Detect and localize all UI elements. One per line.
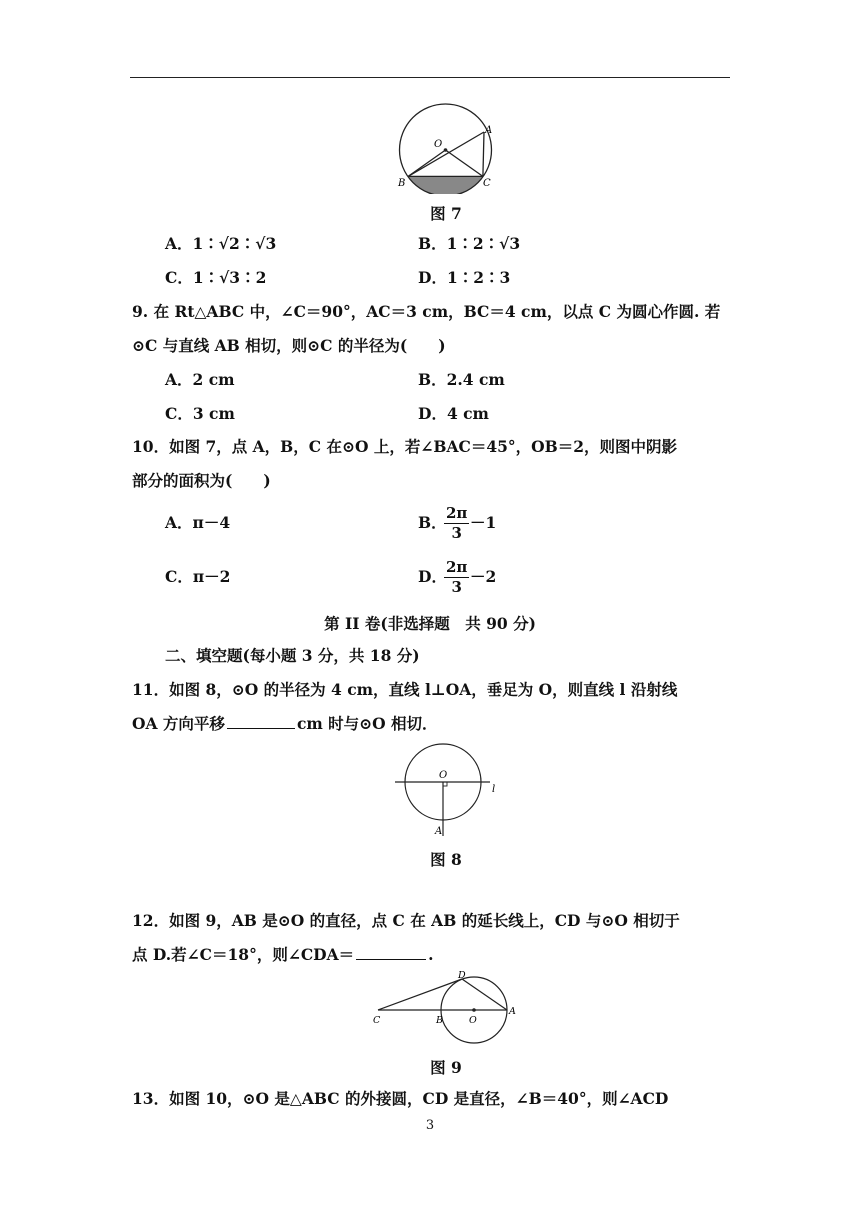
q11-text-line1: 11．如图 8，⊙O 的半径为 4 cm，直线 l⊥OA，垂足为 O，则直线 l 沿射线 xyxy=(132,680,678,699)
q13-text-line1: 13．如图 10，⊙O 是△ABC 的外接圆，CD 是直径，∠B＝40°，则∠ACD xyxy=(132,1089,669,1108)
q9-option-a: A．2 cm xyxy=(165,370,235,389)
figure-8 xyxy=(395,740,505,840)
figure-9-caption: 图 9 xyxy=(430,1058,462,1077)
q10-option-b-prefix: B． xyxy=(418,513,447,532)
figure-7 xyxy=(396,102,496,194)
q9-option-c: C．3 cm xyxy=(165,404,235,423)
figure-7-caption: 图 7 xyxy=(430,204,462,223)
q12-text-line2-a: 点 D.若∠C＝18°，则∠CDA＝ xyxy=(132,945,355,964)
q10-option-d-prefix: D． xyxy=(418,567,447,586)
fig7-label-o: O xyxy=(434,139,443,150)
q11-text-line2-b: cm 时与⊙O 相切． xyxy=(296,714,438,733)
q10-option-d-denominator: 3 xyxy=(451,578,462,596)
fig8-label-o: O xyxy=(439,770,448,781)
q12-text-line2 xyxy=(132,945,434,965)
section-2-title: 第 II 卷(非选择题 共 90 分) xyxy=(324,614,536,633)
q12-text-line2-b: . xyxy=(428,945,434,964)
q10-option-b-numerator: 2π xyxy=(446,504,468,522)
q10-option-d-numerator: 2π xyxy=(446,558,468,576)
figure-9 xyxy=(370,970,520,1050)
q10-option-a: A．π－4 xyxy=(165,513,231,532)
q10-text-line1: 10．如图 7，点 A，B，C 在⊙O 上，若∠BAC＝45°，OB＝2，则图中阴影 xyxy=(132,437,678,456)
q10-option-b-denominator: 3 xyxy=(451,524,462,542)
fig8-label-a: A xyxy=(435,826,443,837)
fig9-label-b: B xyxy=(436,1015,443,1026)
q9-text-line1: 9. 在 Rt△ABC 中，∠C＝90°，AC＝3 cm，BC＝4 cm，以点 C 为圆心作圆. 若 xyxy=(132,302,721,321)
q9-text-line2: ⊙C 与直线 AB 相切，则⊙C 的半径为( ) xyxy=(132,336,446,355)
q8-option-a: A．1∶√2∶√3 xyxy=(165,234,277,253)
q8-option-c: C．1∶√3∶2 xyxy=(165,268,267,287)
fig8-label-l: l xyxy=(492,784,496,795)
fig9-label-c: C xyxy=(373,1015,381,1026)
q10-option-b-fraction xyxy=(444,504,469,543)
q12-text-line1: 12．如图 9，AB 是⊙O 的直径，点 C 在 AB 的延长线上，CD 与⊙O 相切于 xyxy=(132,911,680,930)
q9-option-d: D．4 cm xyxy=(418,404,489,423)
q10-option-d-fraction xyxy=(444,558,469,597)
section-2-heading: 二、填空题(每小题 3 分，共 18 分) xyxy=(165,646,420,665)
q11-answer-blank[interactable] xyxy=(227,714,295,729)
q8-option-b: B．1∶2∶√3 xyxy=(418,234,521,253)
figure-8-caption: 图 8 xyxy=(430,850,462,869)
q8-option-d: D．1∶2∶3 xyxy=(418,268,511,287)
q10-option-b-suffix: －1 xyxy=(470,513,497,532)
q10-option-c: C．π－2 xyxy=(165,567,231,586)
fig9-label-a: A xyxy=(509,1006,516,1017)
q11-text-line2 xyxy=(132,714,438,734)
header-rule xyxy=(130,77,730,78)
q10-option-d-suffix: －2 xyxy=(470,567,497,586)
q12-answer-blank[interactable] xyxy=(356,945,426,960)
q11-text-line2-a: OA 方向平移 xyxy=(132,714,225,733)
fig7-label-c: C xyxy=(483,178,491,189)
q10-text-line2: 部分的面积为( ) xyxy=(132,471,271,490)
fig7-label-a: A xyxy=(485,125,493,136)
fig7-label-b: B xyxy=(398,178,406,189)
page-number: 3 xyxy=(425,1118,435,1133)
fig9-label-o: O xyxy=(469,1015,477,1026)
fig9-label-d: D xyxy=(458,970,466,981)
q9-option-b: B．2.4 cm xyxy=(418,370,505,389)
